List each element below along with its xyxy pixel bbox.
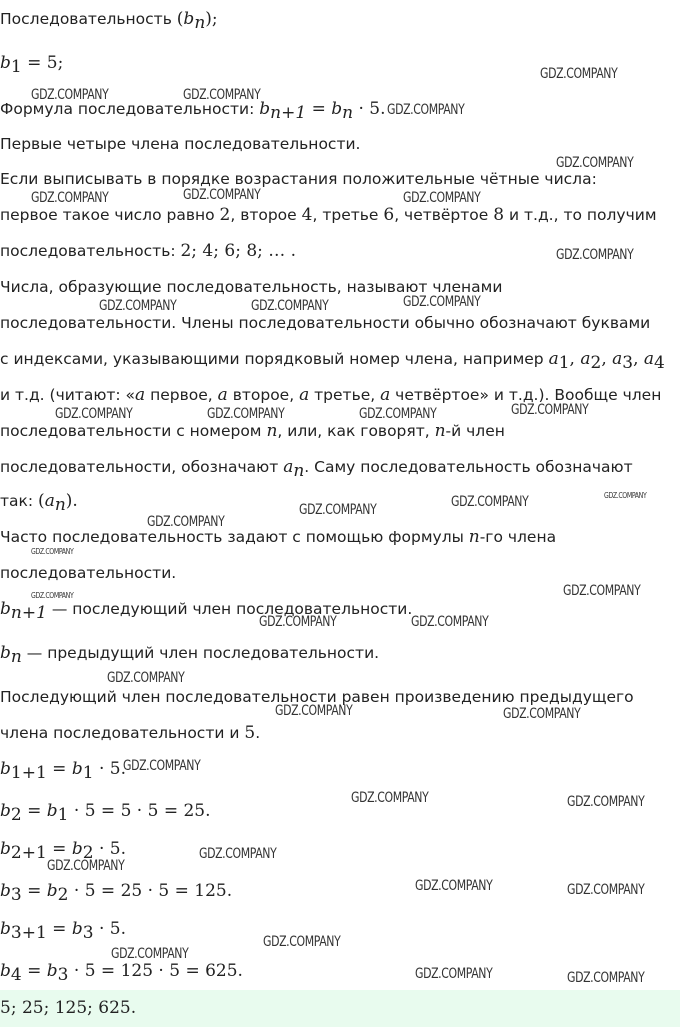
watermark: GDZ.COMPANY: [31, 591, 74, 600]
theory-line: Часто последовательность задают с помощью формулы n-го члена: [0, 527, 557, 547]
watermark: GDZ.COMPANY: [403, 190, 481, 206]
watermark: GDZ.COMPANY: [411, 614, 489, 630]
watermark: GDZ.COMPANY: [111, 946, 189, 962]
watermark: GDZ.COMPANY: [503, 706, 581, 722]
watermark: GDZ.COMPANY: [511, 402, 589, 418]
next-term-definition: $b_{n+1}$ — последующий член последовательности.: [0, 599, 413, 623]
watermark: GDZ.COMPANY: [147, 514, 225, 530]
theory-line: последовательность: 2; 4; 6; 8; … .: [0, 241, 297, 261]
watermark: GDZ.COMPANY: [387, 102, 465, 118]
calc-step: $b_4 = b_3 \cdot 5 = 125 \cdot 5 = 625$.: [0, 961, 243, 985]
theory-line: так: $(a_n)$.: [0, 491, 78, 515]
theory-line: Числа, образующие последовательность, называют членами: [0, 278, 503, 296]
watermark: GDZ.COMPANY: [567, 970, 645, 986]
watermark: GDZ.COMPANY: [47, 858, 125, 874]
watermark: GDZ.COMPANY: [556, 155, 634, 171]
watermark: GDZ.COMPANY: [123, 758, 201, 774]
watermark: GDZ.COMPANY: [359, 406, 437, 422]
theory-line: и т.д. (читают: «a первое, a второе, a третье, a четвёртое» и т.д.). Вообще член: [0, 385, 662, 405]
theory-line: последовательности. Члены последовательности обычно обозначают буквами: [0, 314, 651, 332]
watermark: GDZ.COMPANY: [563, 583, 641, 599]
task-line: Первые четыре члена последовательности.: [0, 135, 361, 153]
watermark: GDZ.COMPANY: [107, 670, 185, 686]
watermark: GDZ.COMPANY: [31, 547, 74, 556]
calc-step: $b_{1+1} = b_1 \cdot 5$.: [0, 759, 126, 783]
calc-step: $b_{3+1} = b_3 \cdot 5$.: [0, 919, 126, 943]
watermark: GDZ.COMPANY: [259, 614, 337, 630]
theory-line: последовательности.: [0, 564, 177, 582]
watermark: GDZ.COMPANY: [415, 878, 493, 894]
watermark: GDZ.COMPANY: [299, 502, 377, 518]
watermark: GDZ.COMPANY: [567, 794, 645, 810]
watermark: GDZ.COMPANY: [55, 406, 133, 422]
theory-line: последовательности с номером n, или, как говорят, n-й член: [0, 421, 505, 441]
watermark: GDZ.COMPANY: [415, 966, 493, 982]
theory-line: с индексами, указывающими порядковый номер члена, например $a_1$, $a_2$, $a_3$, $a_4$: [0, 349, 665, 373]
watermark: GDZ.COMPANY: [604, 491, 647, 500]
answer-text: 5; 25; 125; 625.: [0, 998, 137, 1018]
watermark: GDZ.COMPANY: [183, 87, 261, 103]
watermark: GDZ.COMPANY: [207, 406, 285, 422]
calc-step: $b_2 = b_1 \cdot 5 = 5 \cdot 5 = 25$.: [0, 801, 211, 825]
watermark: GDZ.COMPANY: [251, 298, 329, 314]
watermark: GDZ.COMPANY: [31, 87, 109, 103]
watermark: GDZ.COMPANY: [451, 494, 529, 510]
theory-line: первое такое число равно 2, второе 4, третье 6, четвёртое 8 и т.д., то получим: [0, 205, 657, 225]
calc-step: $b_{2+1} = b_2 \cdot 5$.: [0, 839, 126, 863]
explanation-line: члена последовательности и 5.: [0, 723, 261, 743]
previous-term-definition: $b_n$ — предыдущий член последовательности.: [0, 643, 380, 667]
formula-line: Формула последовательности: $b_{n+1} = b_n \cdot 5$.: [0, 99, 386, 123]
calc-step: $b_3 = b_2 \cdot 5 = 25 \cdot 5 = 125$.: [0, 881, 233, 905]
explanation-line: Последующий член последовательности равен произведению предыдущего: [0, 688, 634, 706]
sequence-title: Последовательность $(b_n)$;: [0, 9, 218, 33]
watermark: GDZ.COMPANY: [567, 882, 645, 898]
theory-line: Если выписывать в порядке возрастания положительные чётные числа:: [0, 170, 597, 188]
watermark: GDZ.COMPANY: [263, 934, 341, 950]
watermark: GDZ.COMPANY: [31, 190, 109, 206]
watermark: GDZ.COMPANY: [199, 846, 277, 862]
watermark: GDZ.COMPANY: [556, 247, 634, 263]
watermark: GDZ.COMPANY: [351, 790, 429, 806]
theory-line: последовательности, обозначают $a_n$. Саму последовательность обозначают: [0, 457, 633, 481]
watermark: GDZ.COMPANY: [275, 703, 353, 719]
watermark: GDZ.COMPANY: [183, 187, 261, 203]
watermark: GDZ.COMPANY: [540, 66, 618, 82]
watermark: GDZ.COMPANY: [99, 298, 177, 314]
answer-bar: [0, 990, 680, 1027]
watermark: GDZ.COMPANY: [403, 294, 481, 310]
first-term: $b_1 = 5$;: [0, 53, 64, 77]
